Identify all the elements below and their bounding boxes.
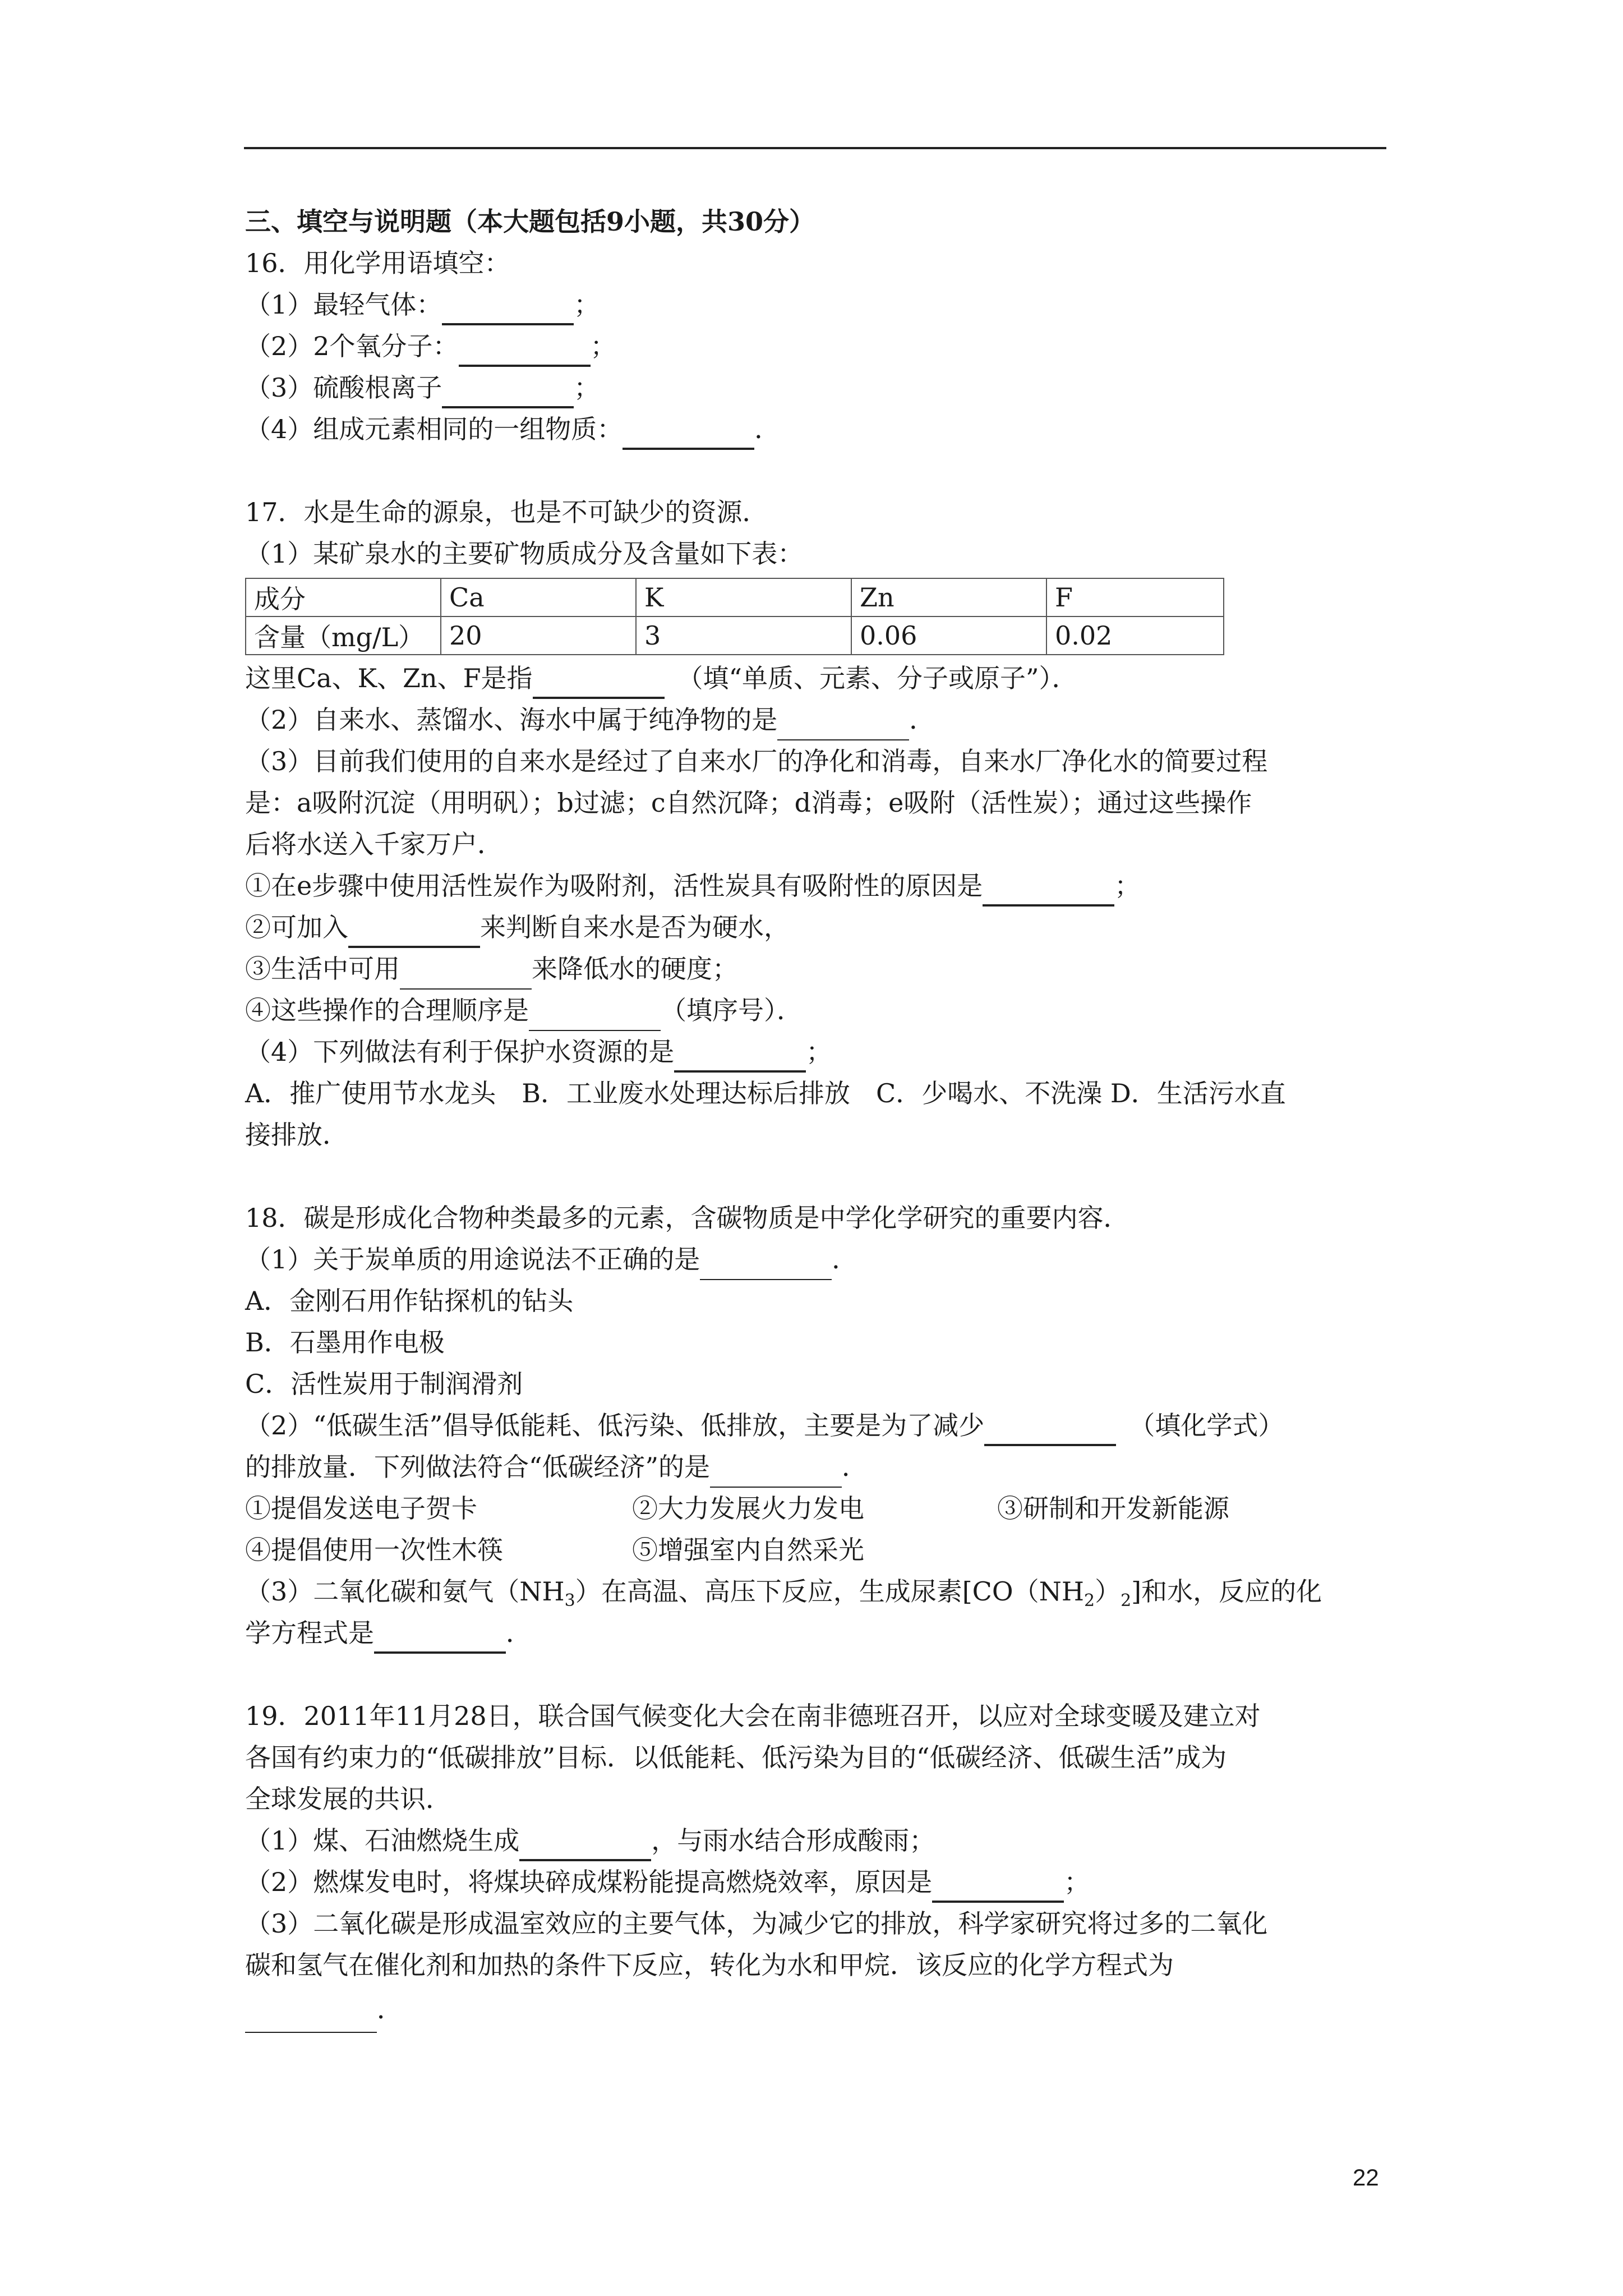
table-cell: 0.02	[1046, 616, 1224, 655]
q17-p2-text: （2）自来水、蒸馏水、海水中属于纯净物的是	[245, 705, 778, 735]
q18-stem: 18．碳是形成化合物种类最多的元素，含碳物质是中学化学研究的重要内容．	[245, 1203, 1129, 1233]
table-cell: 20	[441, 616, 636, 655]
q18-p2-line2-text: 的排放量．下列做法符合“低碳经济”的是	[245, 1452, 711, 1482]
spacer	[245, 1156, 1386, 1197]
q17-options-line1: A．推广使用节水龙头 B．工业废水处理达标后排放 C．少喝水、不洗澡 D．生活污水直	[245, 1078, 1286, 1108]
page-content	[245, 201, 1386, 2033]
q19-p2-end: ；	[1064, 1867, 1090, 1897]
q16-item-1	[245, 284, 1386, 325]
q18-p2	[245, 1405, 1386, 1446]
q18-p2-line2	[245, 1446, 1386, 1488]
table-cell: K	[636, 578, 851, 616]
table-cell: 0.06	[851, 616, 1046, 655]
table-cell: Ca	[441, 578, 636, 616]
q18-choice-1: ①提倡发送电子贺卡	[245, 1493, 477, 1524]
q17-p2	[245, 699, 1386, 740]
q17-p4-end: ；	[806, 1037, 832, 1067]
q17-p4	[245, 1031, 1386, 1073]
q17-p2-end: ．	[909, 705, 935, 735]
answer-blank[interactable]	[700, 1250, 832, 1280]
answer-blank[interactable]	[932, 1871, 1064, 1903]
q19-line1: 19．2011年11月28日，联合国气候变化大会在南非德班召开，以应对全球变暖及建立对	[245, 1701, 1261, 1731]
q19-p1	[245, 1820, 1386, 1861]
q18-p2-text: （2）“低碳生活”倡导低能耗、低污染、低排放，主要是为了减少	[245, 1410, 985, 1441]
spacer	[245, 450, 1386, 491]
q19-p2-text: （2）燃煤发电时，将煤块碎成煤粉能提高燃烧效率，原因是	[245, 1867, 933, 1897]
q18-choices-row2	[245, 1529, 1386, 1571]
table-cell: Zn	[851, 578, 1046, 616]
table-row	[246, 616, 1224, 655]
answer-blank[interactable]	[519, 1830, 651, 1861]
q17-c1-end: ；	[1114, 871, 1141, 901]
table-cell: 成分	[246, 578, 441, 616]
q16-item-1-text: （1）最轻气体：	[245, 289, 442, 320]
q18-p2-line2-end: ．	[842, 1452, 868, 1482]
mineral-table	[245, 578, 1224, 655]
q17-p1-after-hint: （填“单质、元素、分子或原子”）．	[690, 663, 1078, 693]
q18-choice-4: ④提倡使用一次性木筷	[245, 1535, 503, 1565]
q17-stem: 17．水是生命的源泉，也是不可缺少的资源．	[245, 497, 768, 527]
q16-item-4	[245, 408, 1386, 450]
q16-item-2	[245, 325, 1386, 367]
answer-blank[interactable]	[459, 335, 591, 367]
q19-line2: 各国有约束力的“低碳排放”目标．以低能耗、低污染为目的“低碳经济、低碳生活”成为	[245, 1742, 1227, 1773]
q16-stem: 16．用化学用语填空：	[245, 248, 510, 278]
subscript: 3	[564, 1591, 575, 1611]
q16-item-1-end: ；	[574, 289, 600, 320]
q17-p1-after-text: 这里Ca、K、Zn、F是指	[245, 663, 533, 693]
q17-c1-text: ①在e步骤中使用活性炭作为吸附剂，活性炭具有吸附性的原因是	[245, 871, 983, 901]
answer-blank[interactable]	[710, 1457, 842, 1488]
q19-p1-text: （1）煤、石油燃烧生成	[245, 1825, 520, 1856]
q18-p3-line2-end: ．	[506, 1618, 532, 1648]
q16-item-2-end: ；	[590, 331, 616, 361]
q18-p3-text-c: ）	[1095, 1576, 1121, 1607]
q17-c3-text: ③生活中可用	[245, 954, 400, 984]
answer-blank[interactable]	[400, 959, 532, 990]
q17-p3-line2: 是：a吸附沉淀（用明矾）；b过滤；c自然沉降；d消毒；e吸附（活性炭）；通过这些操作	[245, 788, 1252, 818]
q18-option-c: C．活性炭用于制润滑剂	[245, 1369, 523, 1399]
answer-blank[interactable]	[983, 875, 1114, 907]
table-cell: 3	[636, 616, 851, 655]
answer-blank[interactable]	[777, 710, 909, 740]
header-rule	[244, 147, 1386, 149]
answer-blank[interactable]	[529, 1001, 661, 1031]
q17-c1	[245, 865, 1386, 907]
table-cell: F	[1046, 578, 1224, 616]
subscript: 2	[1121, 1591, 1132, 1611]
q16-item-4-text: （4）组成元素相同的一组物质：	[245, 414, 623, 444]
q17-c2-end: 来判断自来水是否为硬水，	[480, 912, 790, 942]
q18-p1	[245, 1239, 1386, 1280]
q18-choices-row1	[245, 1488, 1386, 1529]
q17-c2-text: ②可加入	[245, 912, 348, 942]
q19-p1-end: ，与雨水结合形成酸雨；	[651, 1825, 935, 1856]
q18-choice-5: ⑤增强室内自然采光	[632, 1535, 864, 1565]
q17-options-line2: 接排放．	[245, 1120, 348, 1150]
table-header-row	[246, 578, 1224, 616]
q18-option-b: B．石墨用作电极	[245, 1327, 445, 1358]
answer-blank[interactable]	[348, 917, 480, 948]
q16-item-3-end: ；	[574, 372, 600, 403]
q18-p3-text-b: ）在高温、高压下反应，生成尿素[CO（NH	[575, 1576, 1084, 1607]
q17-c4	[245, 990, 1386, 1031]
answer-blank[interactable]	[674, 1041, 806, 1073]
q16-item-3-text: （3）硫酸根离子	[245, 372, 442, 403]
q17-p4-text: （4）下列做法有利于保护水资源的是	[245, 1037, 675, 1067]
q18-p3	[245, 1571, 1386, 1612]
q19-p2	[245, 1861, 1386, 1903]
answer-blank[interactable]	[374, 1622, 506, 1654]
spacer	[245, 1654, 1386, 1695]
q19-p3-line3	[245, 1986, 1386, 2033]
answer-blank[interactable]	[623, 418, 754, 450]
q19-p3-line2: 碳和氢气在催化剂和加热的条件下反应，转化为水和甲烷．该反应的化学方程式为	[245, 1950, 1174, 1980]
q18-p3-line2-text: 学方程式是	[245, 1618, 374, 1648]
q18-p3-line2	[245, 1612, 1386, 1654]
table-cell: 含量（mg/L）	[246, 616, 441, 655]
q19-p3-line1: （3）二氧化碳是形成温室效应的主要气体，为减少它的排放，科学家研究将过多的二氧化	[245, 1908, 1268, 1939]
answer-blank[interactable]	[533, 668, 665, 699]
q18-choice-3: ③研制和开发新能源	[997, 1493, 1229, 1524]
q18-p2-hint: （填化学式）	[1142, 1410, 1284, 1441]
q18-p3-text-d: ]和水，反应的化	[1131, 1576, 1322, 1607]
subscript: 2	[1083, 1591, 1095, 1611]
answer-blank[interactable]	[442, 294, 574, 325]
q17-c2	[245, 907, 1386, 948]
q17-p1-after	[245, 657, 1386, 699]
answer-blank[interactable]	[245, 2003, 377, 2033]
q18-choice-2: ②大力发展火力发电	[632, 1493, 864, 1524]
q17-p3-line1: （3）目前我们使用的自来水是经过了自来水厂的净化和消毒，自来水厂净化水的简要过程	[245, 746, 1268, 776]
q18-option-a: A．金刚石用作钻探机的钻头	[245, 1286, 574, 1316]
q19-p3-end: ．	[377, 1994, 403, 2024]
answer-blank[interactable]	[442, 377, 574, 408]
page-number: 22	[1353, 2164, 1379, 2191]
q17-c3-end: 来降低水的硬度；	[532, 954, 738, 984]
q18-p3-text-a: （3）二氧化碳和氨气（NH	[245, 1576, 565, 1607]
section-title: 三、填空与说明题（本大题包括9小题，共30分）	[245, 206, 815, 237]
q17-p1: （1）某矿泉水的主要矿物质成分及含量如下表：	[245, 539, 804, 569]
q17-c3	[245, 948, 1386, 990]
q19-line3: 全球发展的共识．	[245, 1784, 451, 1814]
q17-c4-end: （填序号）．	[661, 995, 803, 1025]
q16-item-4-end: ．	[754, 414, 781, 444]
q18-p1-text: （1）关于炭单质的用途说法不正确的是	[245, 1244, 700, 1274]
q17-p3-line3: 后将水送入千家万户．	[245, 829, 503, 859]
q17-c4-text: ④这些操作的合理顺序是	[245, 995, 529, 1025]
q16-item-3	[245, 367, 1386, 408]
q16-item-2-text: （2）2个氧分子：	[245, 331, 459, 361]
q18-p1-end: ．	[832, 1244, 858, 1274]
answer-blank[interactable]	[984, 1415, 1116, 1446]
